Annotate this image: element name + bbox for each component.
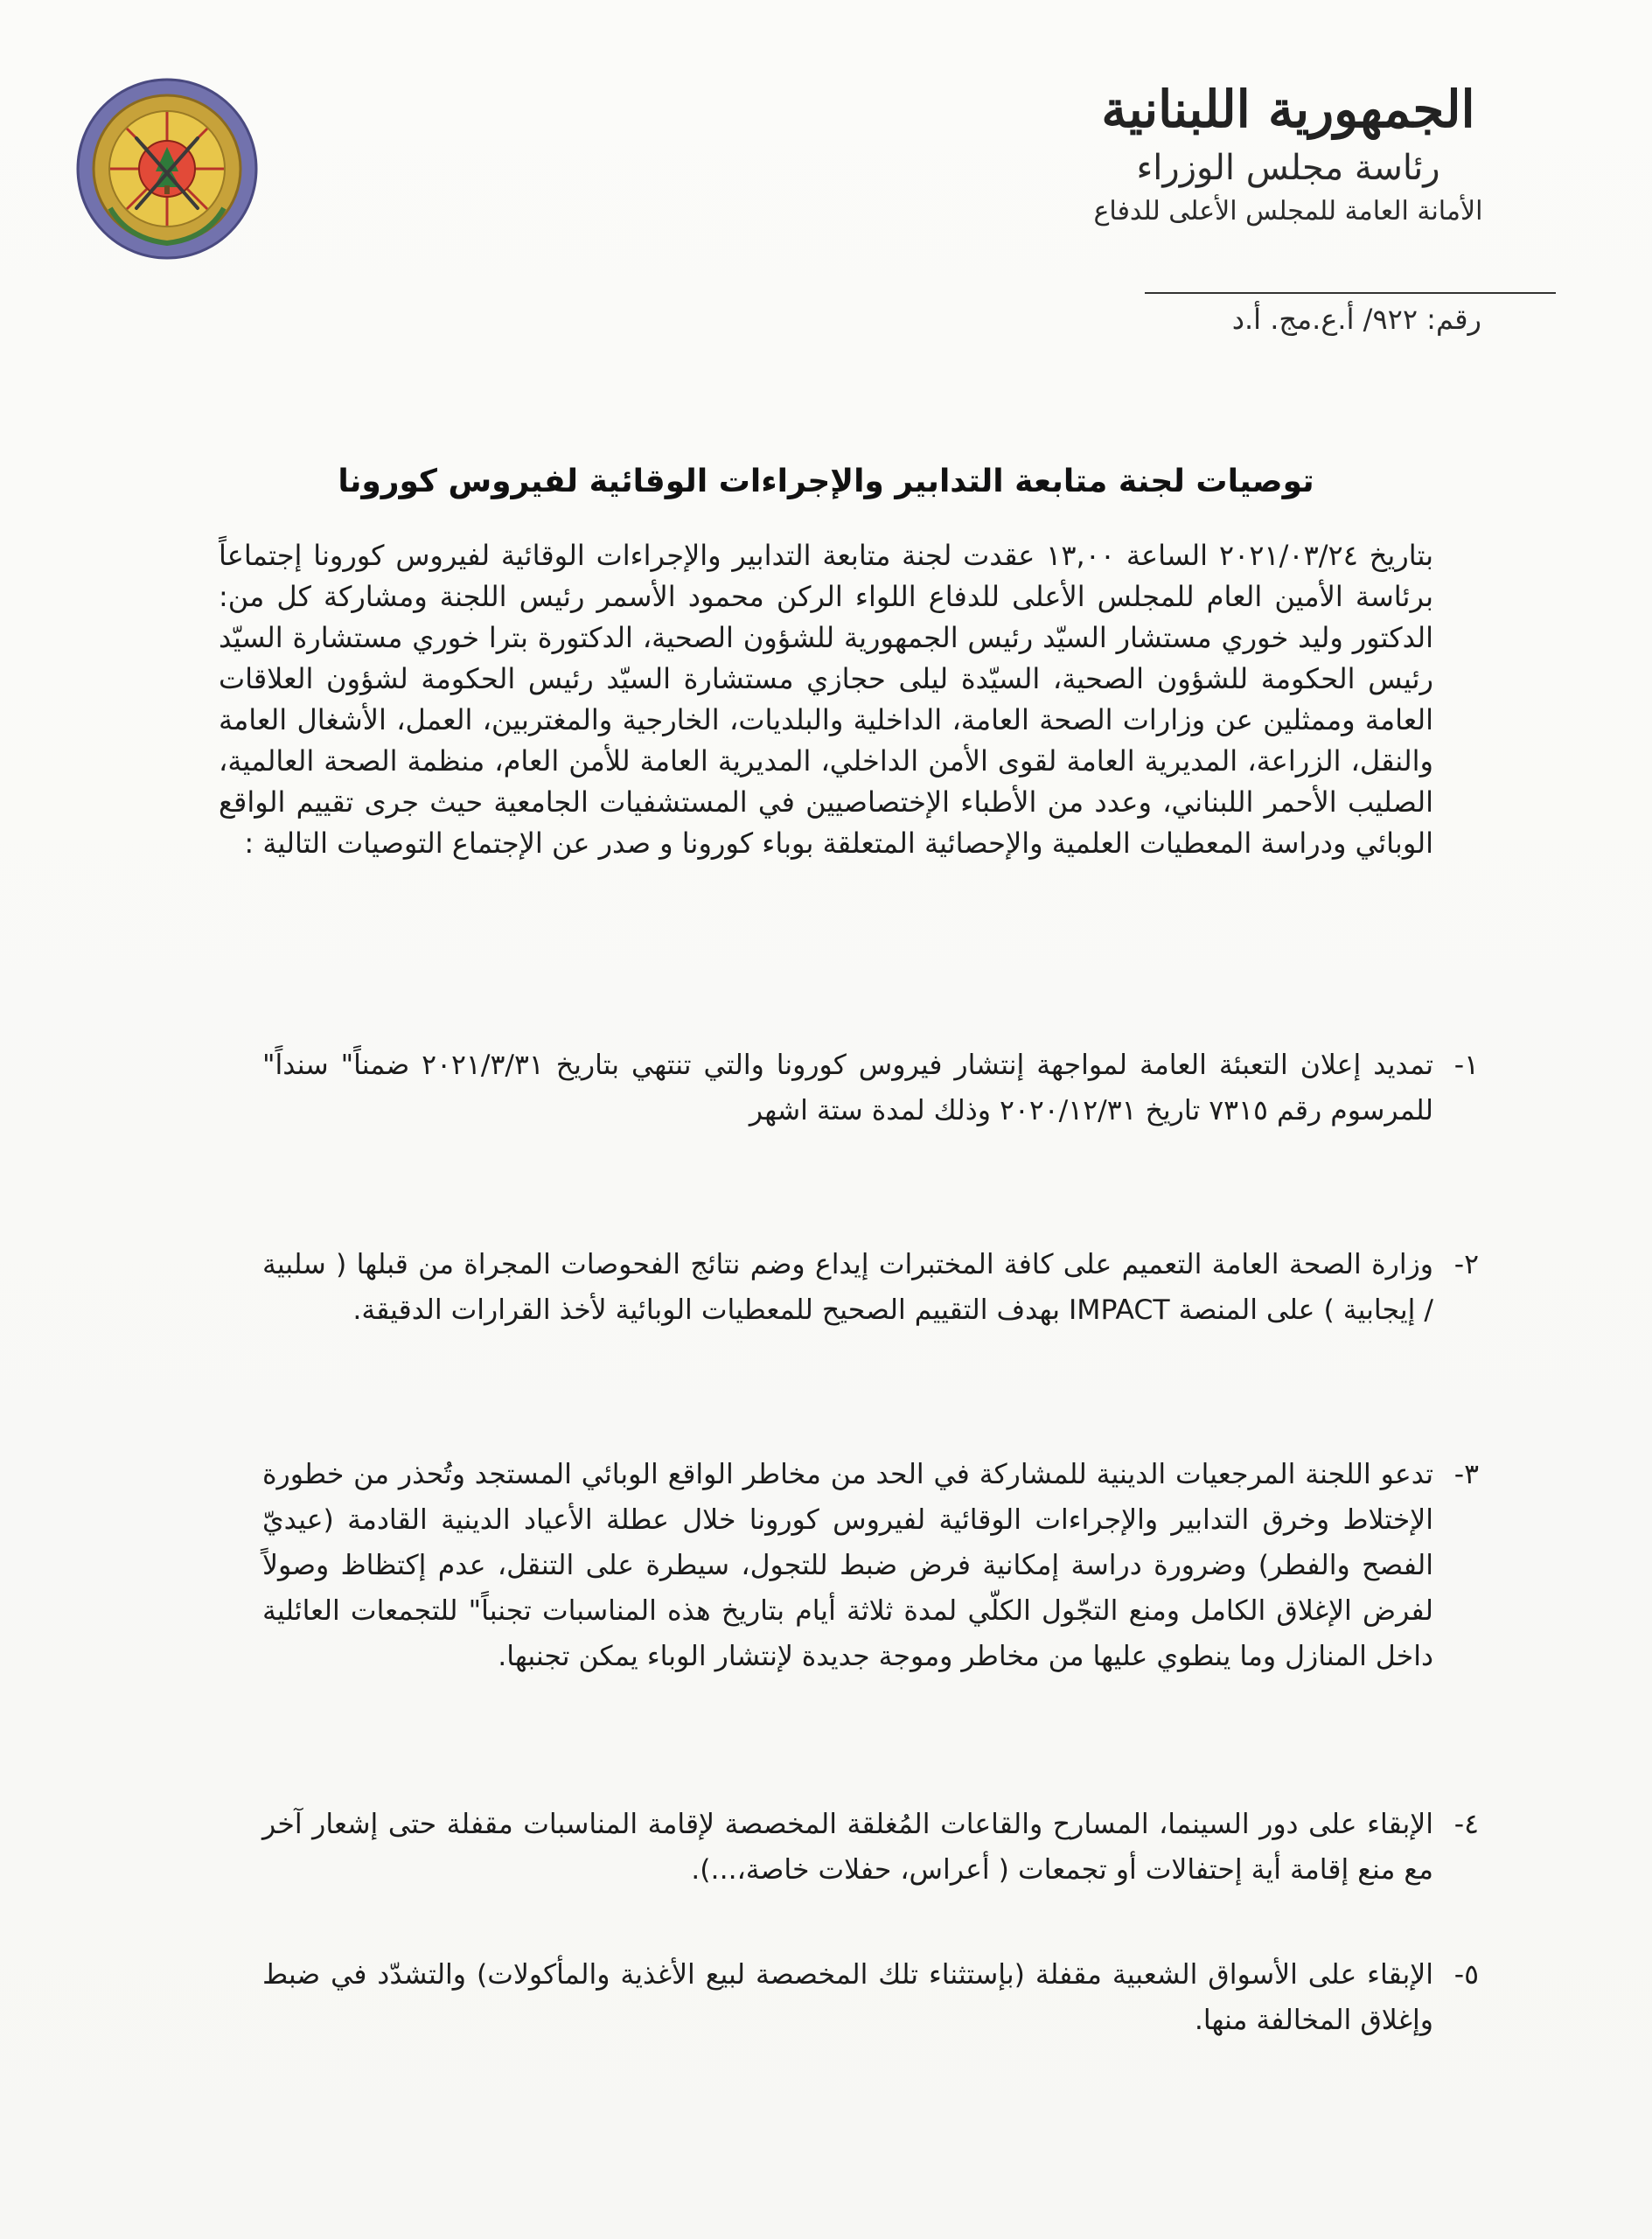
defense-council-seal-icon [75, 77, 259, 261]
letterhead-republic: الجمهورية اللبنانية [1101, 80, 1475, 139]
recommendation-item [262, 1802, 1479, 1893]
recommendation-item [262, 1242, 1479, 1333]
intro-paragraph: بتاريخ ٢٠٢١/٠٣/٢٤ الساعة ١٣,٠٠ عقدت لجنة متابعة التدابير والإجراءات الوقائية لفيروس كورونا إجتماعاً برئاسة الأمين العام للمجلس الأعلى للدفاع اللواء الركن محمود الأسمر رئيس اللجنة ومشاركة كل من: الدكتور وليد خوري مستشار السيّد رئيس الجمهورية للشؤون الصحية، الدكتورة بترا خوري مستشارة السيّد رئيس الحكومة للشؤون الصحية، السيّدة ليلى حجازي مستشارة السيّد رئيس الحكومة لشؤون العلاقات العامة وممثلين عن وزارات الصحة العامة، الداخلية والبلديات، الخارجية والمغتربين، العمل، الأشغال العامة والنقل، الزراعة، المديرية العامة لقوى الأمن الداخلي، المديرية العامة للأمن العام، منظمة الصحة العالمية، الصليب الأحمر اللبناني، وعدد من الأطباء الإختصاصيين في المستشفيات الجامعية حيث جرى تقييم الواقع الوبائي ودراسة المعطيات العلمية والإحصائية المتعلقة بوباء كورونا و صدر عن الإجتماع التوصيات التالية : [219, 539, 1434, 860]
reference-number: رقم: ٩٢٢/ أ.ع.مج. أ.د [1231, 303, 1481, 336]
recommendation-item [262, 1043, 1479, 1133]
recommendation-text: تدعو اللجنة المرجعيات الدينية للمشاركة في الحد من مخاطر الواقع الوبائي المستجد وتُحذر من خطورة الإختلاط وخرق التدابير والإجراءات الوقائية لفيروس كورونا خلال عطلة الأعياد الدينية القادمة (عيديّ الفصح والفطر) وضرورة دراسة إمكانية فرض ضبط للتجول، سيطرة على التنقل، عدم إكتظاظ وصولاً لفرض الإغلاق الكامل ومنع التجّول الكلّي لمدة ثلاثة أيام بتاريخ هذه المناسبات تجنباً" للتجمعات العائلية داخل المنازل وما ينطوي عليها من مخاطر وموجة جديدة لإنتشار الوباء يمكن تجنبها. [262, 1459, 1433, 1672]
recommendation-number: ٣- [1453, 1459, 1479, 1490]
recommendation-text: تمديد إعلان التعبئة العامة لمواجهة إنتشار فيروس كورونا والتي تنتهي بتاريخ ٢٠٢١/٣/٣١ ضمناً" سنداً" للمرسوم رقم ٧٣١٥ تاريخ ٢٠٢٠/١٢/٣١ وذلك لمدة ستة اشهر [262, 1050, 1434, 1126]
recommendation-number: ١- [1453, 1050, 1479, 1081]
letterhead-secretariat: الأمانة العامة للمجلس الأعلى للدفاع [1093, 195, 1483, 227]
recommendation-text: الإبقاء على الأسواق الشعبية مقفلة (بإستثناء تلك المخصصة لبيع الأغذية والمأكولات) والتشدّد في ضبط وإغلاق المخالفة منها. [262, 1959, 1433, 2036]
document-title: توصيات لجنة متابعة التدابير والإجراءات الوقائية لفيروس كورونا [338, 464, 1314, 499]
letterhead-divider [1145, 292, 1556, 294]
recommendation-number: ٢- [1453, 1249, 1479, 1280]
recommendation-text: الإبقاء على دور السينما، المسارح والقاعات المُغلقة المخصصة لإقامة المناسبات مقفلة حتى إشعار آخر مع منع إقامة أية إحتفالات أو تجمعات ( أعراس، حفلات خاصة،...). [262, 1809, 1433, 1886]
letterhead-presidency: رئاسة مجلس الوزراء [1136, 147, 1440, 188]
recommendation-item [262, 1952, 1479, 2043]
recommendation-item [262, 1452, 1479, 1679]
recommendation-text: وزارة الصحة العامة التعميم على كافة المختبرات إيداع وضم نتائج الفحوصات المجراة من قبلها ( سلبية / إيجابية ) على المنصة IMPACT بهدف التقييم الصحيح للمعطيات الوبائية لأخذ القرارات الدقيقة. [262, 1249, 1433, 1326]
recommendation-number: ٤- [1453, 1809, 1479, 1840]
letterhead [1008, 80, 1568, 230]
recommendation-number: ٥- [1453, 1959, 1479, 1991]
